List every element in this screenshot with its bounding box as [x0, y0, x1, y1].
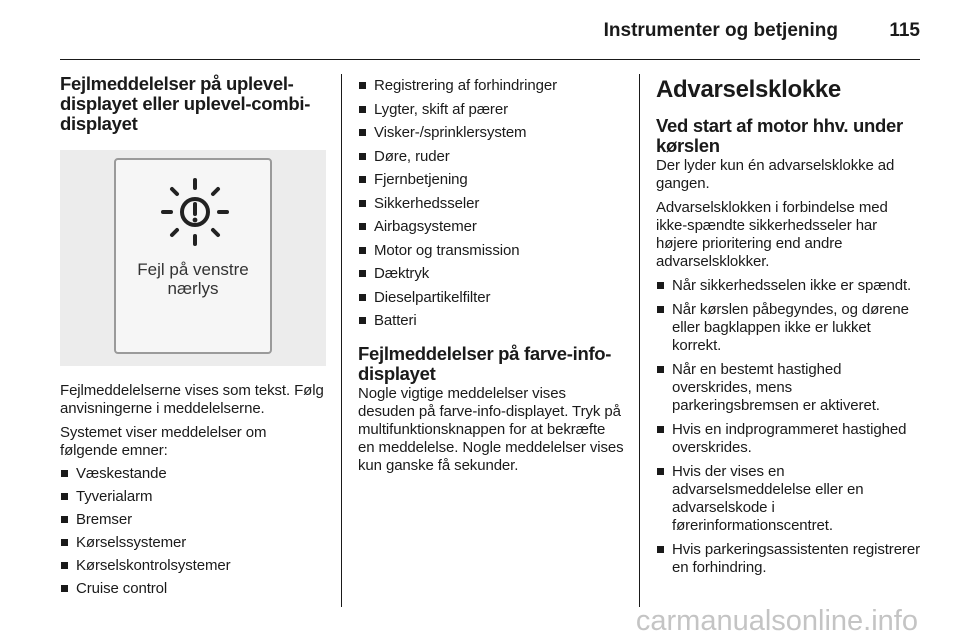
- list-item: Væskestande: [60, 465, 326, 483]
- section-heading-color-info: Fejlmeddelelser på farve-info-displayet: [358, 343, 612, 384]
- column-divider-1: [341, 74, 342, 607]
- list-item: Sikkerhedsseler: [358, 195, 624, 213]
- column-1: [60, 72, 326, 598]
- section-title-warning-chime: Advarselsklokke: [656, 76, 841, 103]
- list-item: Batteri: [358, 312, 624, 330]
- exterior-light-fault-icon: [160, 178, 230, 246]
- list-item: Hvis parkeringsassistenten registrerer en forhindring.: [656, 541, 922, 577]
- paragraph-one-chime: Der lyder kun én advarselsklokke ad gangen.: [656, 157, 895, 192]
- display-figure: [60, 150, 326, 366]
- list-item: Tyverialarm: [60, 488, 326, 506]
- list-item: Visker-/sprinklersystem: [358, 124, 624, 142]
- display-message-line2: nærlys: [167, 279, 219, 298]
- list-item: Lygter, skift af pærer: [358, 101, 624, 119]
- list-item: Registrering af forhindringer: [358, 77, 624, 95]
- watermark: carmanualsonline.info: [635, 605, 918, 637]
- subheading-engine-start: Ved start af motor hhv. under kørslen: [656, 115, 903, 156]
- list-item: Når sikkerhedsselen ikke er spændt.: [656, 277, 922, 295]
- list-item: Dieselpartikelfilter: [358, 289, 624, 307]
- header-rule: [60, 59, 920, 60]
- page-header-title: Instrumenter og betjening: [603, 20, 838, 41]
- list-item: Når en bestemt hastighed overskrides, mens parkeringsbremsen er aktiveret.: [656, 361, 922, 415]
- paragraph-text-messages: Fejlmeddelelserne vises som tekst. Følg anvisningerne i meddelelserne.: [60, 382, 324, 417]
- list-item: Når kørslen påbegyndes, og dørene eller bagklappen ikke er lukket korrekt.: [656, 301, 922, 355]
- list-item: Kørselskontrolsystemer: [60, 557, 326, 575]
- page-number: 115: [889, 20, 920, 41]
- list-item: Kørselssystemer: [60, 534, 326, 552]
- list-item: Fjernbetjening: [358, 171, 624, 189]
- paragraph-color-info: Nogle vigtige meddelelser vises desuden på farve-info-displayet. Tryk på multifunktionsknappen for at bekræfte en meddelelse. Nogle meddelelser vises kun ganske få sekunder.: [358, 385, 624, 474]
- topic-list-1: [60, 465, 326, 598]
- list-item: Hvis der vises en advarselsmeddelelse eller en advarselskode i førerinformationscentret.: [656, 463, 922, 535]
- list-item: Hvis en indprogrammeret hastighed overskrides.: [656, 421, 922, 457]
- topic-list-2: [358, 77, 624, 330]
- chime-conditions-list: [656, 277, 922, 577]
- paragraph-topics: Systemet viser meddelelser om følgende emner:: [60, 424, 267, 459]
- display-message-line1: Fejl på venstre: [137, 260, 249, 279]
- section-heading-uplevel: Fejlmeddelelser på uplevel-displayet eller uplevel-combi-displayet: [60, 73, 311, 134]
- list-item: Dæktryk: [358, 265, 624, 283]
- list-item: Cruise control: [60, 580, 326, 598]
- paragraph-seatbelt-priority: Advarselsklokken i forbindelse med ikke-spændte sikkerhedsseler har højere prioritering end andre advarselsklokker.: [656, 199, 888, 270]
- list-item: Motor og transmission: [358, 242, 624, 260]
- display-message: [116, 260, 270, 298]
- list-item: Airbagsystemer: [358, 218, 624, 236]
- column-divider-2: [639, 74, 640, 607]
- list-item: Bremser: [60, 511, 326, 529]
- display-screen: [114, 158, 272, 354]
- column-3: [656, 72, 922, 577]
- column-2: [358, 72, 624, 475]
- list-item: Døre, ruder: [358, 148, 624, 166]
